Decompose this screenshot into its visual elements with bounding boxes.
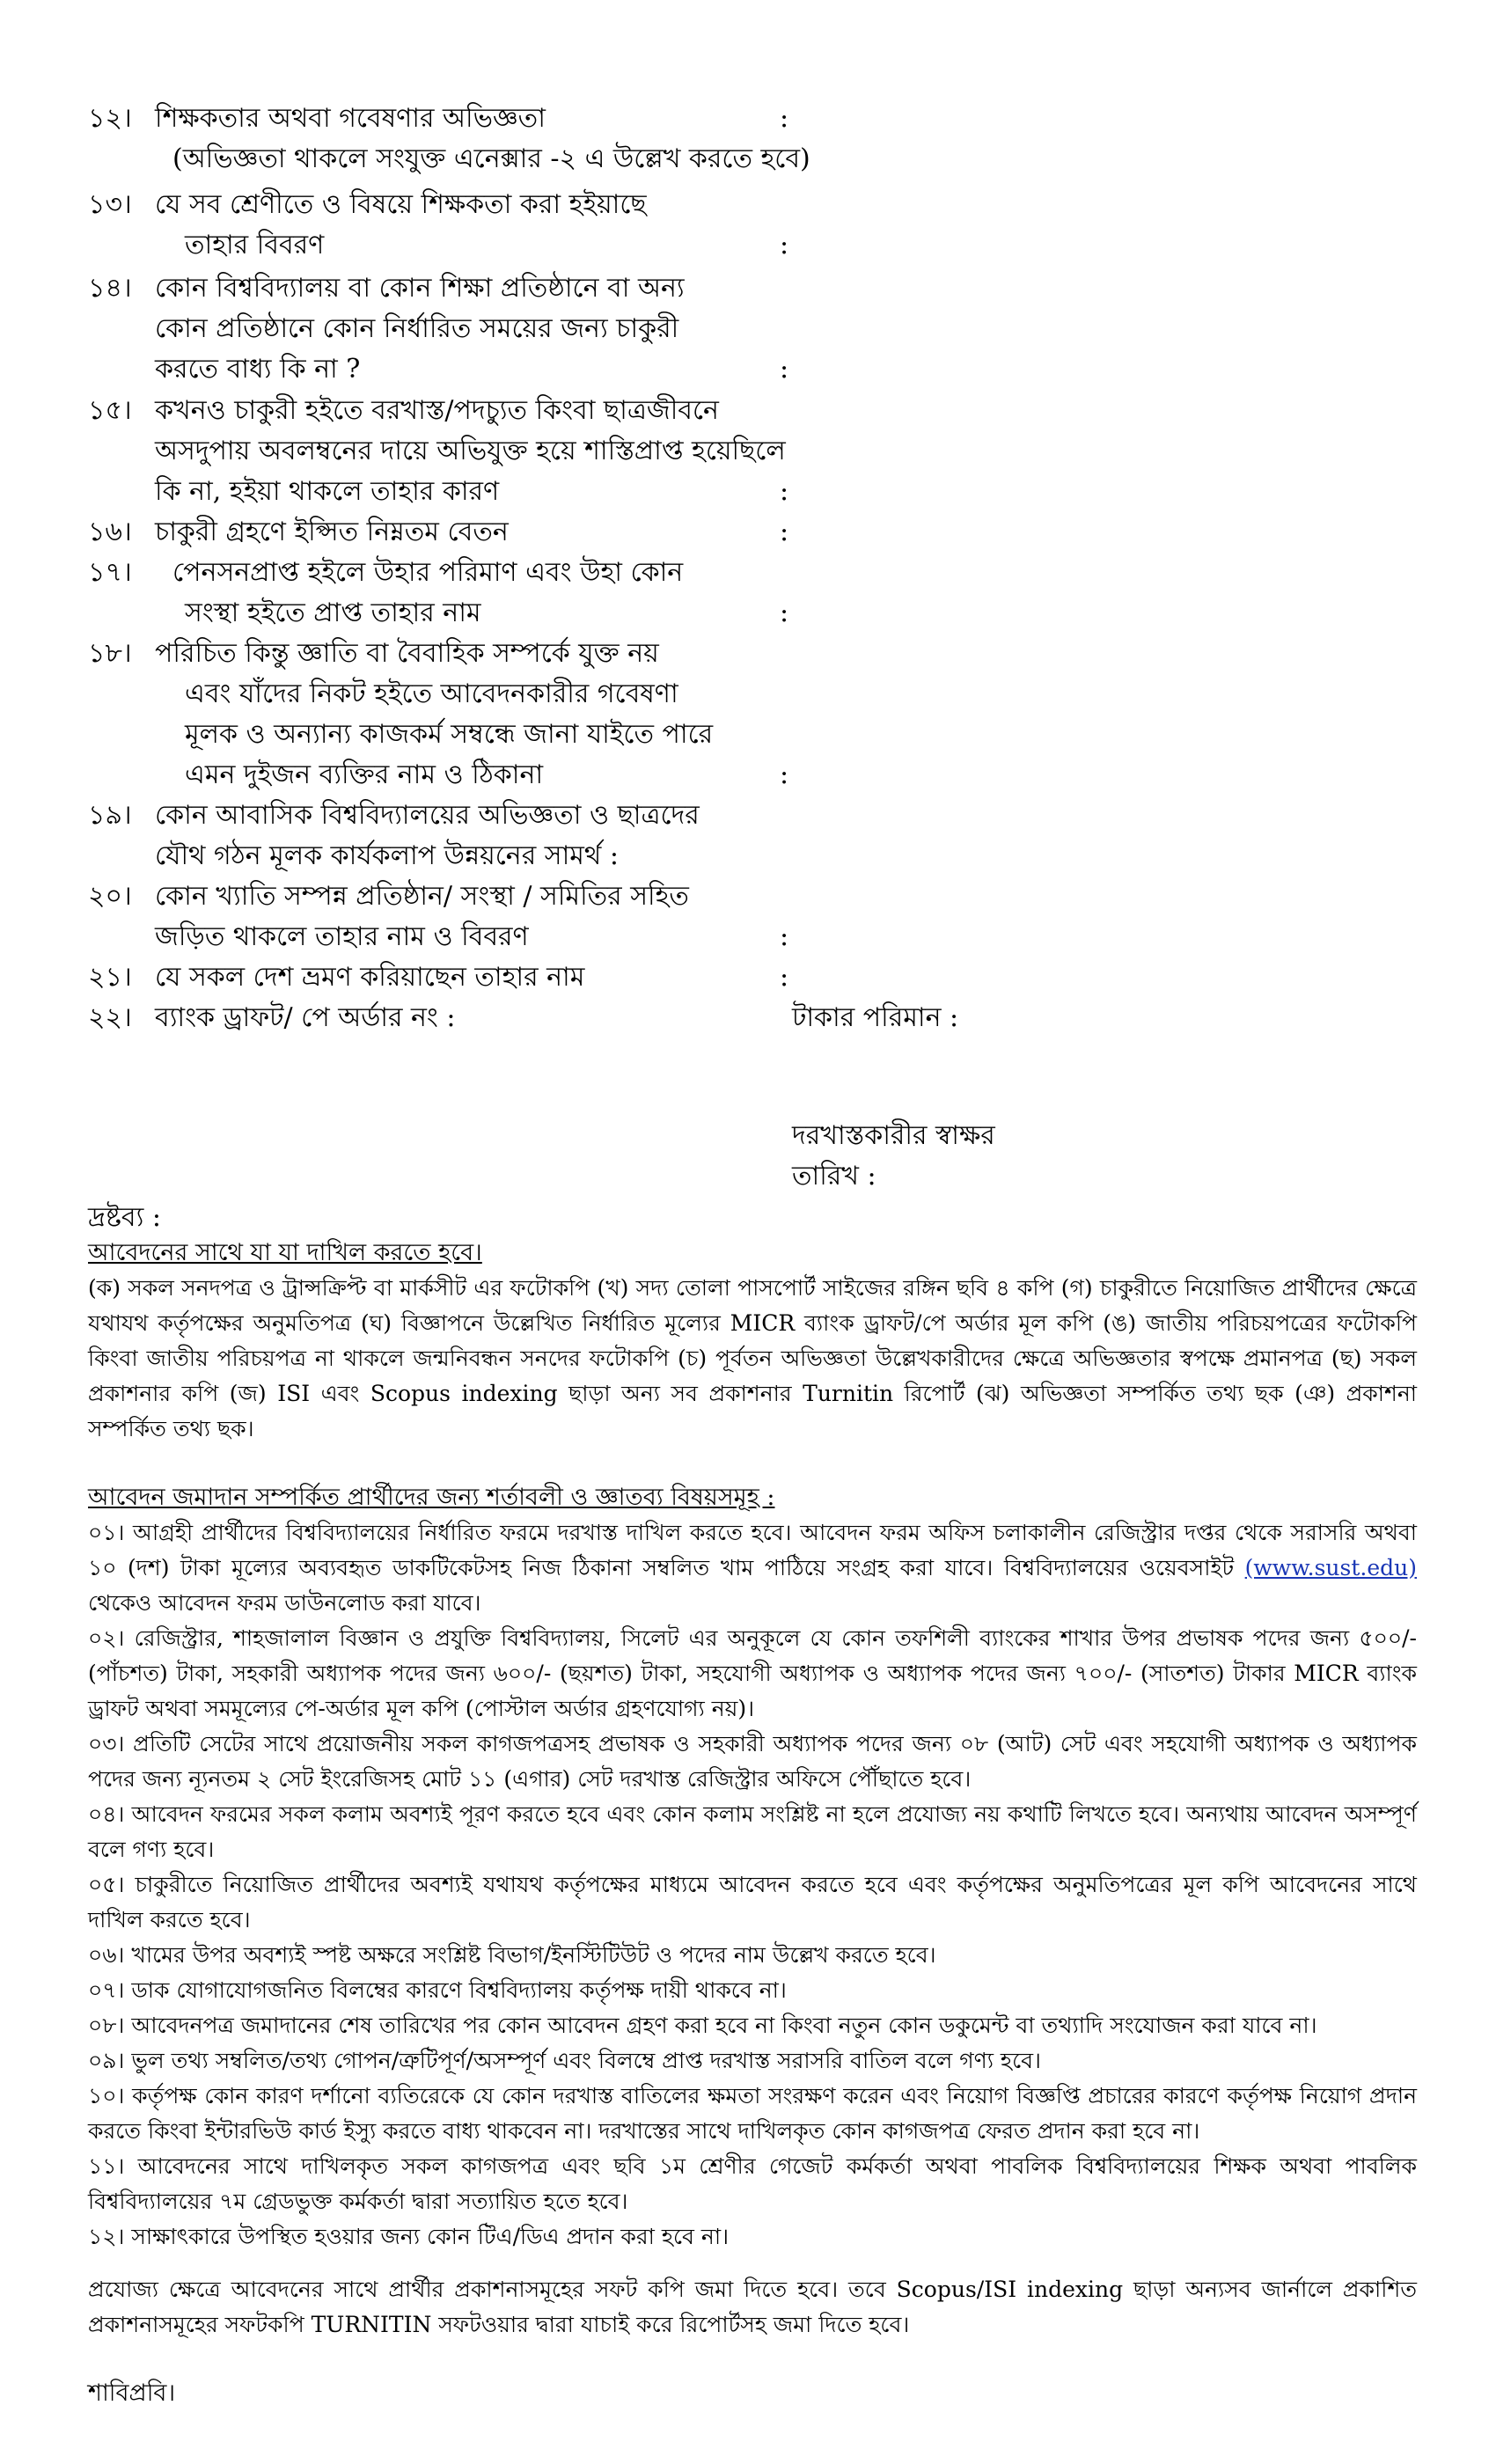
form-item-15 [88,391,1408,512]
condition-12: ১২। সাক্ষাৎকারে উপস্থিত হওয়ার জন্য কোন টিএ/ডিএ প্রদান করা হবে না। [88,2224,730,2249]
item-text: কোন খ্যাতি সম্পন্ন প্রতিষ্ঠান/ সংস্থা / সমিতির সহিত [155,881,689,912]
form-item-18 [88,634,1408,796]
attach-heading: আবেদনের সাথে যা যা দাখিল করতে হবে। [88,1239,482,1266]
item-text: ব্যাংক ড্রাফট/ পে অর্ডার নং : [155,1002,456,1033]
item-text: কোন বিশ্ববিদ্যালয় বা কোন শিক্ষা প্রতিষ্ঠানে বা অন্য [155,273,685,304]
item-colon: : [780,921,789,952]
form-item-13 [88,185,1408,266]
item-text: মূলক ও অন্যান্য কাজকর্ম সম্বন্ধে জানা যাইতে পারে [185,719,714,750]
item-text: করতে বাধ্য কি না ? [155,354,361,385]
condition-05: ০৫। চাকুরীতে নিয়োজিত প্রার্থীদের অবশ্যই যথাযথ কর্তৃপক্ষের মাধ্যমে আবেদন করতে হবে এবং কর্তৃপক্ষের অনুমতিপত্রের মূল কপি আবেদনের সাথে দাখিল করতে হবে। [88,1872,1417,1932]
item-text: শিক্ষকতার অথবা গবেষণার অভিজ্ঞতা [155,103,546,134]
condition-07: ০৭। ডাক যোগাযোগজনিত বিলম্বের কারণে বিশ্ববিদ্যালয় কর্তৃপক্ষ দায়ী থাকবে না। [88,1977,787,2003]
item-text: তাহার বিবরণ [185,230,325,260]
item-text: পেনসনপ্রাপ্ত হইলে উহার পরিমাণ এবং উহা কোন [172,557,684,588]
item-colon: : [780,962,789,993]
note-title: দ্রষ্টব্য : [88,1202,161,1233]
form-item-17 [88,553,1408,634]
condition-01: ০১। আগ্রহী প্রার্থীদের বিশ্ববিদ্যালয়ের নির্ধারিত ফরমে দরখাস্ত দাখিল করতে হবে। আবেদন ফরম অফিস চলাকালীন রেজিস্ট্রার দপ্তর থেকে সরাসরি অথবা ১০ (দশ) টাকা মূল্যের অব্যবহৃত ডাকটিকেটসহ নিজ ঠিকানা সম্বলিত খাম পাঠিয়ে সংগ্রহ করা যাবে। বিশ্ববিদ্যালয়ের ওয়েবসাইট (www.sust.edu) থেকেও আবেদন ফরম ডাউনলোড করা যাবে। [88,1520,1417,1616]
date-label: তারিখ : [792,1161,876,1192]
item-colon: : [780,598,789,628]
form-item-14 [88,268,1408,390]
item-text: কোন প্রতিষ্ঠানে কোন নির্ধারিত সময়ের জন্য চাকুরী [155,313,679,344]
item-text: এবং যাঁদের নিকট হইতে আবেদনকারীর গবেষণা [185,678,678,709]
item-number: ১২। [88,103,132,134]
item-text: যৌথ গঠন মূলক কার্যকলাপ উন্নয়নের সামর্থ : [155,840,619,871]
condition-06: ০৬। খামের উপর অবশ্যই স্পষ্ট অক্ষরে সংশ্লিষ্ট বিভাগ/ইনস্টিটিউট ও পদের নাম উল্লেখ করতে হবে। [88,1942,936,1968]
item-number: ১৯। [88,800,132,831]
item-number: ২০। [88,881,132,912]
condition-08: ০৮। আবেদনপত্র জমাদানের শেষ তারিখের পর কোন আবেদন গ্রহণ করা হবে না কিংবা নতুন কোন ডকুমেন্ট বা তথ্যাদি সংযোজন করা যাবে না। [88,2013,1317,2038]
item-text: কি না, হইয়া থাকলে তাহার কারণ [155,476,500,507]
condition-10: ১০। কর্তৃপক্ষ কোন কারণ দর্শানো ব্যতিরেকে যে কোন দরখাস্ত বাতিলের ক্ষমতা সংরক্ষণ করেন এবং নিয়োগ বিজ্ঞপ্তি প্রচারের কারণে কর্তৃপক্ষ নিয়োগ প্রদান করতে কিংবা ইন্টারভিউ কার্ড ইস্যু করতে বাধ্য থাকবেন না। দরখাস্তের সাথে দাখিলকৃত কোন কাগজপত্র ফেরত প্রদান করা হবে না। [88,2083,1417,2144]
item-number: ১৩। [88,189,132,220]
item-text: চাকুরী গ্রহণে ইপ্সিত নিম্নতম বেতন [155,517,509,547]
item-text: জড়িত থাকলে তাহার নাম ও বিবরণ [155,921,529,952]
condition-03: ০৩। প্রতিটি সেটের সাথে প্রয়োজনীয় সকল কাগজপত্রসহ প্রভাষক ও সহকারী অধ্যাপক পদের জন্য ০৮ (আট) সেট এবং সহযোগী অধ্যাপক ও অধ্যাপক পদের জন্য ন্যূনতম ২ সেট ইংরেজিসহ মোট ১১ (এগার) সেট দরখাস্ত রেজিস্ট্রার অফিসে পৌঁছাতে হবে। [88,1731,1417,1792]
item-colon: : [780,476,789,507]
item-colon: : [780,103,789,134]
condition-09: ০৯। ভুল তথ্য সম্বলিত/তথ্য গোপন/ত্রুটিপূর্ণ/অসম্পূর্ণ এবং বিলম্বে প্রাপ্ত দরখাস্ত সরাসরি বাতিল বলে গণ্য হবে। [88,2048,1041,2073]
sign-off: শাবিপ্রবি। [88,2380,176,2407]
item-number: ১৫। [88,395,132,426]
form-item-22 [88,998,1408,1038]
item-text: পরিচিত কিন্তু জ্ঞাতি বা বৈবাহিক সম্পর্কে যুক্ত নয় [155,638,659,669]
form-item-21 [88,957,1408,998]
website-link[interactable]: (www.sust.edu) [1244,1555,1417,1580]
item-text: সংস্থা হইতে প্রাপ্ত তাহার নাম [185,598,481,628]
footer-paragraph: প্রযোজ্য ক্ষেত্রে আবেদনের সাথে প্রার্থীর প্রকাশনাসমূহের সফট কপি জমা দিতে হবে। তবে Scopus/ISI indexing ছাড়া অন্যসব জার্নালে প্রকাশিত প্রকাশনাসমূহের সফটকপি TURNITIN সফটওয়ার দ্বারা যাচাই করে রিপোর্টসহ জমা দিতে হবে। [88,2277,1417,2337]
item-number: ১৬। [88,517,132,547]
amount-label: টাকার পরিমান : [792,1002,959,1033]
item-colon: : [780,354,789,385]
item-text: কখনও চাকুরী হইতে বরখাস্ত/পদচ্যুত কিংবা ছাত্রজীবনে [155,395,719,426]
condition-02: ০২। রেজিস্ট্রার, শাহজালাল বিজ্ঞান ও প্রযুক্তি বিশ্ববিদ্যালয়, সিলেট এর অনুকূলে যে কোন তফশিলী ব্যাংকের শাখার উপর প্রভাষক পদের জন্য ৫০০/- (পাঁচশত) টাকা, সহকারী অধ্যাপক পদের জন্য ৬০০/- (ছয়শত) টাকা, সহযোগী অধ্যাপক ও অধ্যাপক পদের জন্য ৭০০/- (সাতশত) টাকার MICR ব্যাংক ড্রাফট অথবা সমমূল্যের পে-অর্ডার মূল কপি (পোস্টাল অর্ডার গ্রহণযোগ্য নয়)। [88,1625,1417,1721]
item-colon: : [780,230,789,260]
condition-04: ০৪। আবেদন ফরমের সকল কলাম অবশ্যই পূরণ করতে হবে এবং কোন কলাম সংশ্লিষ্ট না হলে প্রযোজ্য নয় কথাটি লিখতে হবে। অন্যথায় আবেদন অসম্পূর্ণ বলে গণ্য হবে। [88,1801,1417,1862]
form-item-12 [88,99,1408,180]
form-item-19 [88,796,1408,876]
item-text: এমন দুইজন ব্যক্তির নাম ও ঠিকানা [185,759,544,790]
conditions-heading: আবেদন জমাদান সম্পর্কিত প্রার্থীদের জন্য শর্তাবলী ও জ্ঞাতব্য বিষয়সমূহ : [88,1484,775,1511]
item-number: ২১। [88,962,132,993]
item-colon: : [780,759,789,790]
item-text: যে সব শ্রেণীতে ও বিষয়ে শিক্ষকতা করা হইয়াছে [155,189,647,220]
item-text: কোন আবাসিক বিশ্ববিদ্যালয়ের অভিজ্ঞতা ও ছাত্রদের [155,800,700,831]
item-note: (অভিজ্ঞতা থাকলে সংযুক্ত এনেক্সার -২ এ উল্লেখ করতে হবে) [172,143,810,174]
item-number: ১৭। [88,557,132,588]
item-colon: : [780,517,789,547]
form-item-20 [88,876,1408,957]
item-number: ১৪। [88,273,132,304]
form-item-16 [88,512,1408,553]
item-number: ২২। [88,1002,132,1033]
condition-11: ১১। আবেদনের সাথে দাখিলকৃত সকল কাগজপত্র এবং ছবি ১ম শ্রেণীর গেজেট কর্মকর্তা অথবা পাবলিক বিশ্ববিদ্যালয়ের শিক্ষক অথবা পাবলিক বিশ্ববিদ্যালয়ের ৭ম গ্রেডভুক্ত কর্মকর্তা দ্বারা সত্যায়িত হতে হবে। [88,2153,1417,2214]
item-text: যে সকল দেশ ভ্রমণ করিয়াছেন তাহার নাম [155,962,585,993]
attach-list: (ক) সকল সনদপত্র ও ট্রান্সক্রিপ্ট বা মার্কসীট এর ফটোকপি (খ) সদ্য তোলা পাসপোর্ট সাইজের রঙ্গিন ছবি ৪ কপি (গ) চাকুরীতে নিয়োজিত প্রার্থীদের ক্ষেত্রে যথাযথ কর্তৃপক্ষের অনুমতিপত্র (ঘ) বিজ্ঞাপনে উল্লেখিত নির্ধারিত মূল্যের MICR ব্যাংক ড্রাফট/পে অর্ডার মূল কপি (ঙ) জাতীয় পরিচয়পত্রের ফটোকপি কিংবা জাতীয় পরিচয়পত্র না থাকলে জন্মনিবন্ধন সনদের ফটোকপি (চ) পূর্বতন অভিজ্ঞতা উল্লেখকারীদের ক্ষেত্রে অভিজ্ঞতার স্বপক্ষে প্রমানপত্র (ছ) সকল প্রকাশনার কপি (জ) ISI এবং Scopus indexing ছাড়া অন্য সব প্রকাশনার Turnitin রিপোর্ট (ঝ) অভিজ্ঞতা সম্পর্কিত তথ্য ছক (ঞ) প্রকাশনা সম্পর্কিত তথ্য ছক। [88,1275,1417,1441]
signature-label: দরখাস্তকারীর স্বাক্ষর [792,1120,995,1151]
item-text: অসদুপায় অবলম্বনের দায়ে অভিযুক্ত হয়ে শাস্তিপ্রাপ্ত হয়েছিলে [155,436,786,466]
item-number: ১৮। [88,638,132,669]
